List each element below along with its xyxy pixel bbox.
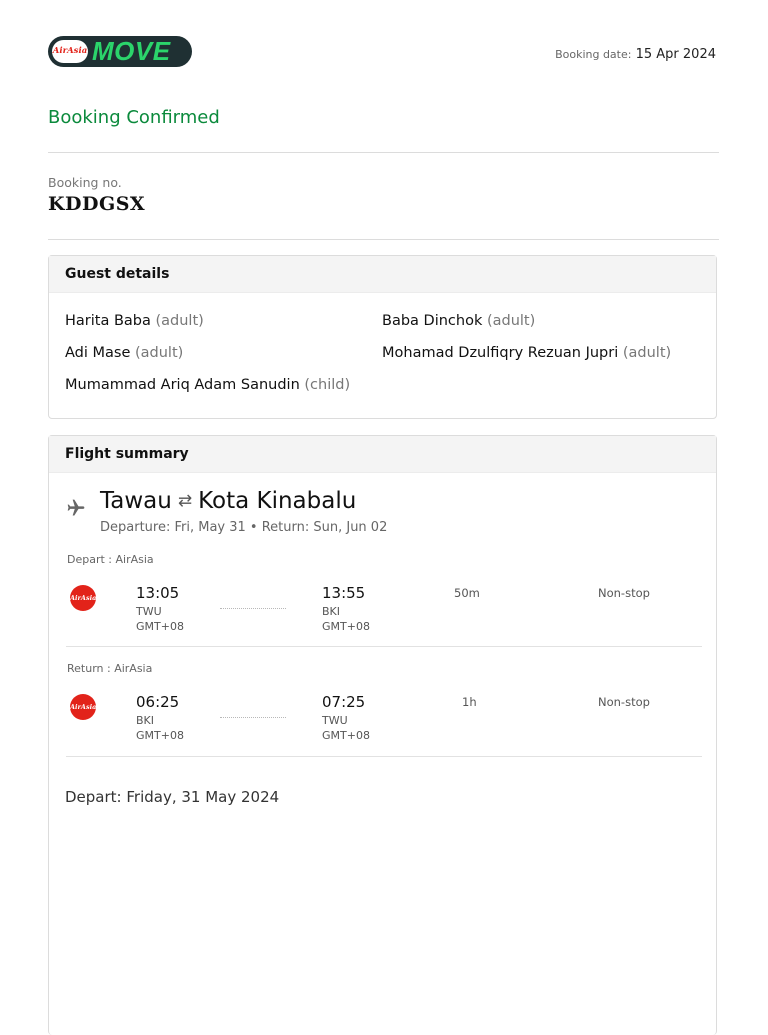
flight-summary-title: Flight summary	[49, 436, 716, 473]
flight-stops: Non-stop	[598, 695, 650, 709]
guest-type: (adult)	[486, 313, 536, 329]
route-destination: Kota Kinabalu	[198, 488, 357, 514]
flight-duration: 1h	[462, 695, 477, 709]
airasia-logo-icon: AirAsia	[70, 694, 96, 720]
airasia-logo-icon: AirAsia	[70, 585, 96, 611]
guest-name: Baba Dinchok	[382, 313, 483, 329]
guest-item	[65, 377, 350, 393]
segment-divider	[66, 756, 702, 757]
guest-name: Adi Mase	[65, 345, 131, 361]
guest-details-title: Guest details	[49, 256, 716, 293]
depart-date-heading: Depart: Friday, 31 May 2024	[65, 788, 280, 806]
flight-summary-card	[48, 435, 717, 1035]
flight-stops: Non-stop	[598, 586, 650, 600]
guest-name: Harita Baba	[65, 313, 151, 329]
guest-item	[382, 313, 535, 329]
airplane-icon	[66, 498, 86, 518]
arrival-time: 07:25	[322, 693, 366, 711]
arrival-timezone: GMT+08	[322, 729, 370, 742]
guest-item	[65, 345, 183, 361]
departure-timezone: GMT+08	[136, 729, 184, 742]
booking-date-label: Booking date:	[555, 48, 632, 61]
flight-duration: 50m	[454, 586, 480, 600]
route-title	[100, 488, 356, 514]
route-origin: Tawau	[100, 488, 172, 514]
segment-divider	[66, 646, 702, 647]
guest-item	[65, 313, 204, 329]
airasia-badge: AirAsia	[52, 40, 88, 63]
guest-type: (child)	[304, 377, 351, 393]
booking-date-value: 15 Apr 2024	[635, 47, 716, 62]
departure-airport-code: BKI	[136, 714, 155, 727]
guest-item	[382, 345, 671, 361]
segment-label: Depart : AirAsia	[67, 553, 154, 566]
departure-time: 06:25	[136, 693, 180, 711]
flight-path-line	[220, 717, 286, 718]
logo-wordmark: MOVE	[92, 36, 171, 66]
swap-arrows-icon: ⇄	[177, 491, 193, 511]
departure-time: 13:05	[136, 584, 180, 602]
divider	[48, 239, 719, 240]
airasia-move-logo	[48, 36, 192, 67]
guest-details-card	[48, 255, 717, 419]
flight-path-line	[220, 608, 286, 609]
guest-type: (adult)	[155, 313, 204, 329]
booking-number-label: Booking no.	[48, 175, 122, 190]
guest-name: Mohamad Dzulfiqry Rezuan Jupri	[382, 345, 619, 361]
booking-status: Booking Confirmed	[48, 107, 220, 128]
guest-type: (adult)	[622, 345, 672, 361]
divider	[48, 152, 719, 153]
route-dates: Departure: Fri, May 31 • Return: Sun, Jun 02	[100, 520, 388, 535]
guest-type: (adult)	[135, 345, 184, 361]
arrival-airport-code: TWU	[322, 714, 348, 727]
arrival-time: 13:55	[322, 584, 366, 602]
booking-date	[555, 47, 716, 62]
guest-name: Mumammad Ariq Adam Sanudin	[65, 377, 300, 393]
arrival-timezone: GMT+08	[322, 620, 370, 633]
arrival-airport-code: BKI	[322, 605, 341, 618]
segment-label: Return : AirAsia	[67, 662, 153, 675]
booking-number: KDDGSX	[48, 193, 146, 215]
departure-airport-code: TWU	[136, 605, 162, 618]
departure-timezone: GMT+08	[136, 620, 184, 633]
